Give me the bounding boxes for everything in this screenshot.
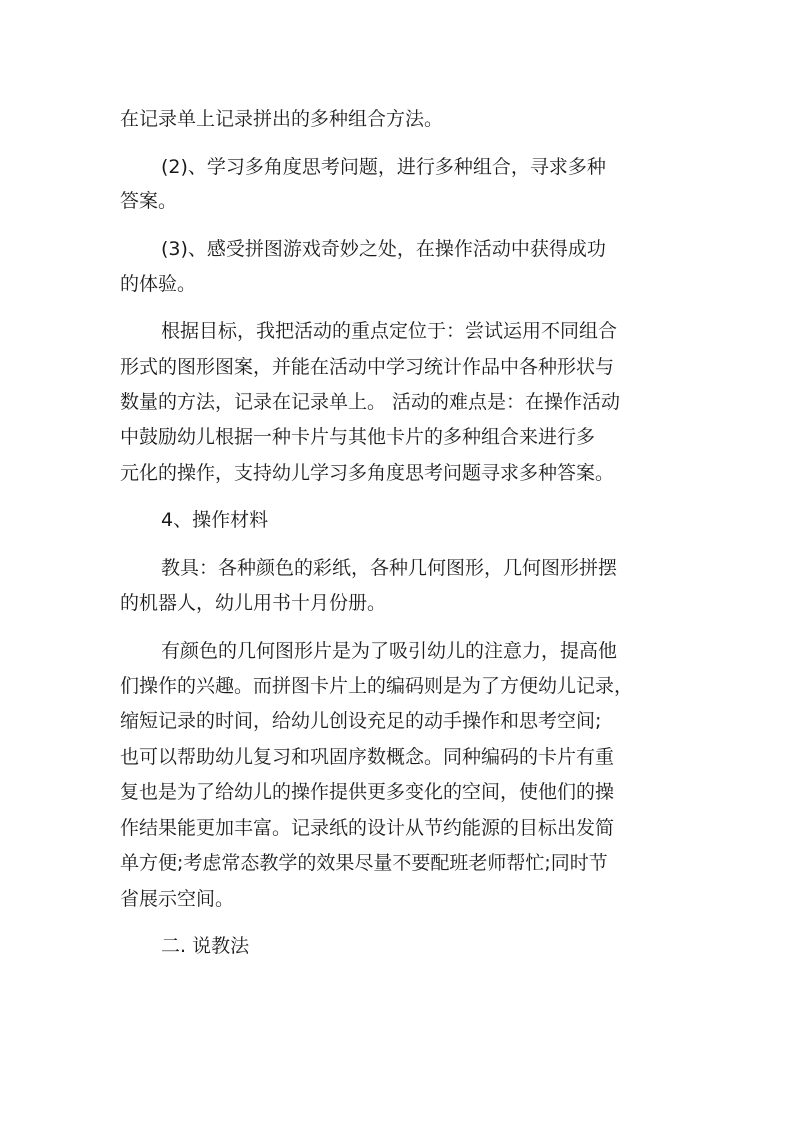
paragraph-line: 省展示空间。 xyxy=(120,888,235,910)
paragraph-line: 也可以帮助幼儿复习和巩固序数概念。同种编码的卡片有重 xyxy=(120,746,615,768)
section-heading: 二. 说教法 xyxy=(161,935,250,957)
paragraph-line: 们操作的兴趣。而拼图卡片上的编码则是为了方便幼儿记录， xyxy=(120,675,634,697)
paragraph-line: 的体验。 xyxy=(120,273,197,295)
paragraph-line: 作结果能更加丰富。记录纸的设计从节约能源的目标出发简 xyxy=(120,817,615,839)
paragraph-line: (3)、感受拼图游戏奇妙之处，在操作活动中获得成功 xyxy=(161,238,606,260)
section-heading: 4、操作材料 xyxy=(161,509,269,531)
paragraph-line: 元化的操作，支持幼儿学习多角度思考问题寻求多种答案。 xyxy=(120,462,615,484)
paragraph-line: 答案。 xyxy=(120,190,178,212)
paragraph-line: 在记录单上记录拼出的多种组合方法。 xyxy=(120,108,444,130)
paragraph-line: 缩短记录的时间，给幼儿创设充足的动手操作和思考空间; xyxy=(120,710,602,732)
paragraph-line: 有颜色的几何图形片是为了吸引幼儿的注意力，提高他 xyxy=(161,640,618,662)
paragraph-line: 根据目标，我把活动的重点定位于：尝试运用不同组合 xyxy=(161,320,618,342)
paragraph-line: 教具：各种颜色的彩纸，各种几何图形，几何图形拼摆 xyxy=(161,557,618,579)
paragraph-line: 形式的图形图案，并能在活动中学习统计作品中各种形状与 xyxy=(120,356,615,378)
paragraph-line: 中鼓励幼儿根据一种卡片与其他卡片的多种组合来进行多 xyxy=(120,426,596,448)
paragraph-line: 的机器人，幼儿用书十月份册。 xyxy=(120,592,387,614)
paragraph-line: (2)、学习多角度思考问题，进行多种组合，寻求多种 xyxy=(161,156,606,178)
paragraph-line: 单方便;考虑常态教学的效果尽量不要配班老师帮忙;同时节 xyxy=(120,852,608,874)
paragraph-line: 数量的方法，记录在记录单上。 活动的难点是：在操作活动 xyxy=(120,391,621,413)
paragraph-line: 复也是为了给幼儿的操作提供更多变化的空间，使他们的操 xyxy=(120,781,615,803)
